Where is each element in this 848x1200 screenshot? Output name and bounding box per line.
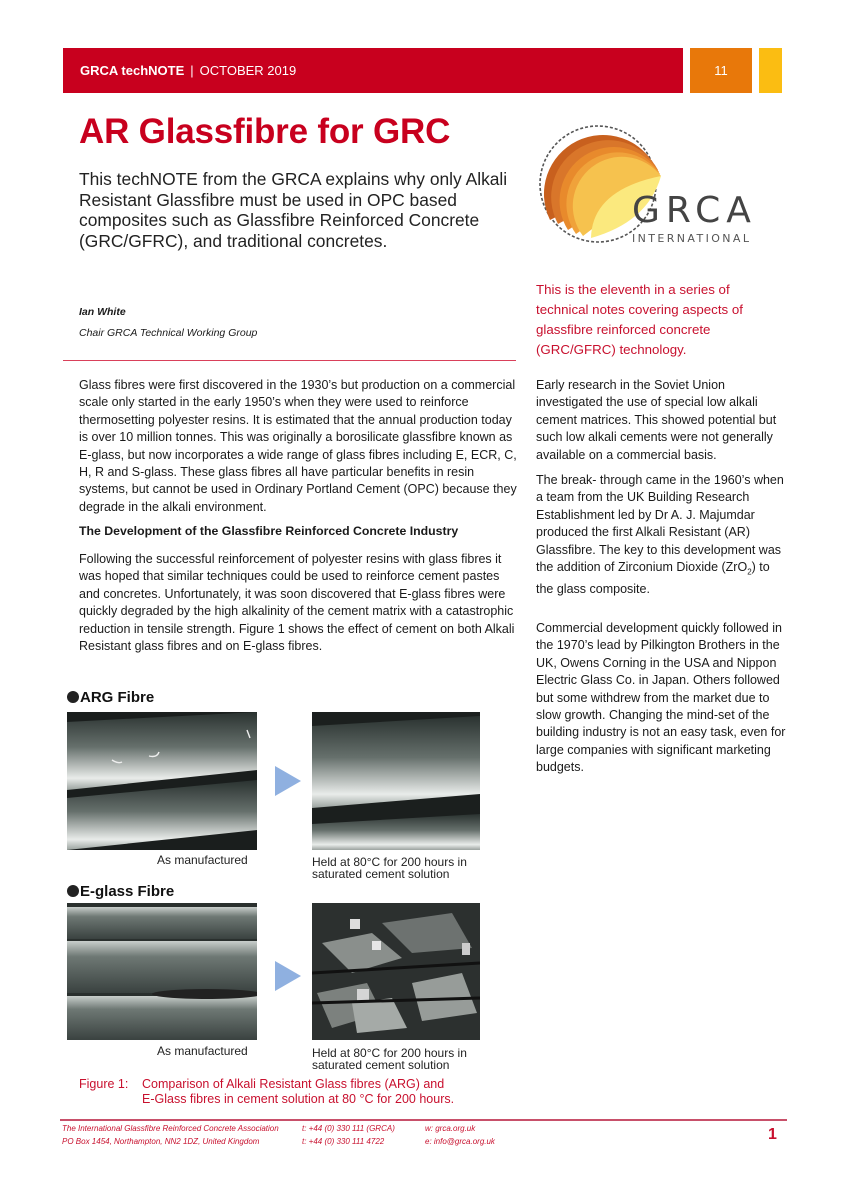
caption-held-line2: saturated cement solution (312, 1058, 450, 1072)
right-paragraph-2 (536, 472, 788, 598)
footer-phone-2: t: +44 (0) 330 111 4722 (302, 1137, 385, 1146)
eglass-fibre-after-treatment-photo (312, 903, 480, 1040)
subscript: 2 (747, 567, 752, 577)
left-paragraph-2: Following the successful reinforcement of polyester resins with glass fibres it was hoped that similar techniques could be used to reinforce cement pastes and concretes. Unfortunately, it was soon discovered that E-glass fibres were quickly degraded by the high alkalinity of the cement matrix with a catastrophic reduction in tensile strength. Figure 1 shows the effect of cement on both Alkali Resistant glass fibres and on E-glass fibres. (79, 552, 515, 654)
caption-held-line1: Held at 80°C for 200 hours in (312, 855, 467, 869)
eglass-fibre-as-manufactured-photo (67, 903, 257, 1040)
sem-photo-icon (312, 712, 480, 850)
sem-photo-icon (67, 903, 257, 1040)
header-issue-date: OCTOBER 2019 (199, 63, 297, 78)
header-accent-block (759, 48, 782, 93)
page-title: AR Glassfibre for GRC (79, 112, 451, 151)
footer-org-name: The International Glassfibre Reinforced Concrete Association (62, 1124, 279, 1133)
footer-address: PO Box 1454, Northampton, NN2 1DZ, United Kingdom (62, 1137, 260, 1146)
footer-phone-1: t: +44 (0) 330 111 (GRCA) (302, 1124, 395, 1133)
footer-web-link[interactable]: w: grca.org.uk (425, 1124, 476, 1133)
footer-email-link[interactable]: e: info@grca.org.uk (425, 1137, 495, 1146)
sem-photo-icon (312, 903, 480, 1040)
figure-row-label-arg: ARG Fibre (67, 689, 154, 706)
arg-fibre-as-manufactured-photo (67, 712, 257, 850)
section-heading: The Development of the Glassfibre Reinforced Concrete Industry (79, 524, 459, 538)
note-number-badge: 11 (690, 48, 752, 93)
svg-text:INTERNATIONAL: INTERNATIONAL (632, 232, 752, 245)
footer-divider (60, 1119, 787, 1121)
divider (63, 360, 516, 361)
right-paragraph-2-text: The break- through came in the 1960’s when a team from the UK Building Research Establishment led by Dr A. J. Majumdar produced the first Alkali Resistant (AR) Glassfibre. The key to this development was the addition of Zirconium Dioxide (ZrO (536, 473, 784, 575)
grca-sun-logo-icon (528, 112, 800, 252)
header-brand: GRCA techNOTE (80, 63, 185, 78)
right-paragraph-3: Commercial development quickly followed in the 1970’s lead by Pilkington Brothers in the UK, Owens Corning in the USA and Nippon Electric Glass Co. in Japan. Others followed but some withdrew from the market due to slow growth. Changing the mind-set of the building industry is not an easy task, even for large companies with significant marketing budgets. (536, 621, 786, 775)
figure-caption-label: Figure 1: (79, 1077, 129, 1091)
header-separator: | (190, 63, 194, 78)
caption-held-line2: saturated cement solution (312, 867, 450, 881)
svg-text:GRCA: GRCA (632, 190, 757, 231)
caption-as-manufactured: As manufactured (157, 1044, 248, 1058)
author-role: Chair GRCA Technical Working Group (79, 327, 258, 339)
caption-held-line1: Held at 80°C for 200 hours in (312, 1046, 467, 1060)
bullet-icon (67, 885, 79, 897)
left-paragraph-1: Glass fibres were first discovered in the 1930’s but production on a commercial scale only started in the early 1950’s when they were used to reinforce thermosetting polyester resins. It is estimated that the annual production today is over 10 million tonnes. This was originally a borosilicate glassfibre known as E-glass, but now incorporates a wide range of glass fibres including E, ECR, C, H, R and S-glass. These glass fibres all have particular benefits in resin systems, but cannot be used in Ordinary Portland Cement (OPC) because they degrade in the alkali environment. (79, 378, 517, 514)
page-subtitle: This techNOTE from the GRCA explains why only Alkali Resistant Glassfibre must be used in OPC based composites such as Glassfibre Reinforced Concrete (GRC/GFRC), and traditional concretes. (79, 169, 508, 251)
arrow-right-icon (275, 961, 301, 991)
figure-caption: Figure 1: Comparison of Alkali Resistant Glass fibres (ARG) and E-Glass fibres in cement solution at 80 °C for 200 hours. (79, 1077, 455, 1106)
caption-as-manufactured: As manufactured (157, 853, 248, 867)
figure-row-label-eglass: E-glass Fibre (67, 883, 174, 900)
grca-logo (528, 112, 800, 252)
arrow-right-icon (275, 766, 301, 796)
right-paragraph-1: Early research in the Soviet Union investigated the use of special low alkali cement matrices. This showed potential but such low alkali cements were not generally available on a commercial basis. (536, 378, 777, 462)
series-note: This is the eleventh in a series of technical notes covering aspects of glassfibre reinforced concrete (GRC/GFRC) technology. (536, 282, 743, 357)
page-number: 1 (768, 1126, 777, 1143)
sem-photo-icon (67, 712, 257, 850)
arg-fibre-after-treatment-photo (312, 712, 480, 850)
header-title (80, 63, 296, 78)
author-name: Ian White (79, 306, 126, 318)
right-paragraph-2-text-end: ) to the glass composite. (536, 560, 770, 596)
bullet-icon (67, 691, 79, 703)
